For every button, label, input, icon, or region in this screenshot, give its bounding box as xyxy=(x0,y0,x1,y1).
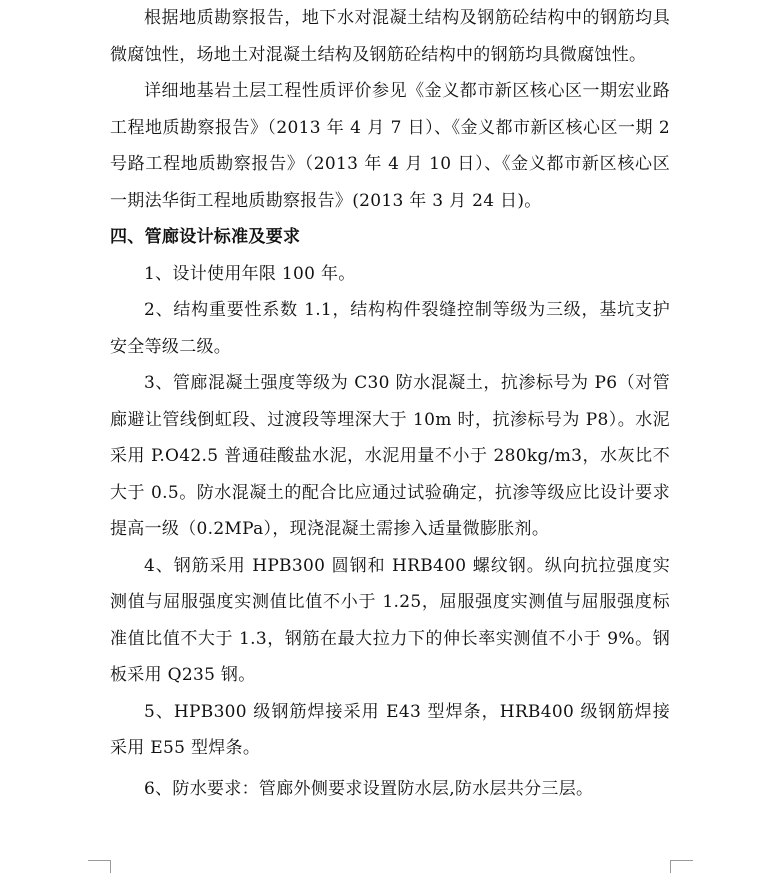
list-item-welding: 5、HPB300 级钢筋焊接采用 E43 型焊条，HRB400 级钢筋焊接采用 E55 型焊条。 xyxy=(110,701,670,758)
list-item-concrete-grade: 3、管廊混凝土强度等级为 C30 防水混凝土，抗渗标号为 P6（对管廊避让管线倒虹段、过渡段等埋深大于 10m 时，抗渗标号为 P8）。水泥采用 P.O42.5 普通硅酸盐水泥，水泥用量不小于 280kg/m3，水灰比不大于 0.5。防水混凝土的配合比应通过试验确定，抗渗等级应比设计要求提高一级（0.2MPa），现浇混凝土需掺入适量微膨胀剂。 xyxy=(110,373,670,539)
paragraph-corrosion: 根据地质勘察报告，地下水对混凝土结构及钢筋砼结构中的钢筋均具微腐蚀性，场地土对混凝土结构及钢筋砼结构中的钢筋均具微腐蚀性。 xyxy=(110,8,670,65)
page-corner-mark-left xyxy=(88,860,111,873)
document-body xyxy=(110,0,670,807)
list-item-waterproofing: 6、防水要求：管廊外侧要求设置防水层,防水层共分三层。 xyxy=(144,778,594,799)
paragraph-survey-reference: 详细地基岩土层工程性质评价参见《金义都市新区核心区一期宏业路工程地质勘察报告》（2013 年 4 月 7 日）、《金义都市新区核心区一期 2 号路工程地质勘察报告》（2013 年 4 月 10 日）、《金义都市新区核心区一期法华街工程地质勘察报告》(2013 年 3 月 24 日)。 xyxy=(110,81,670,211)
list-item-service-life: 1、设计使用年限 100 年。 xyxy=(144,263,356,284)
section-heading: 四、管廊设计标准及要求 xyxy=(110,227,301,247)
list-item-steel: 4、钢筋采用 HPB300 圆钢和 HRB400 螺纹钢。纵向抗拉强度实测值与屈服强度实测值比值不小于 1.25，屈服强度实测值与屈服强度标准值比值不大于 1.3，钢筋在最大拉力下的伸长率实测值不小于 9%。钢板采用 Q235 钢。 xyxy=(110,555,670,685)
page-corner-mark-right xyxy=(670,860,693,873)
list-item-importance-factor: 2、结构重要性系数 1.1，结构构件裂缝控制等级为三级，基坑支护安全等级二级。 xyxy=(110,300,670,357)
